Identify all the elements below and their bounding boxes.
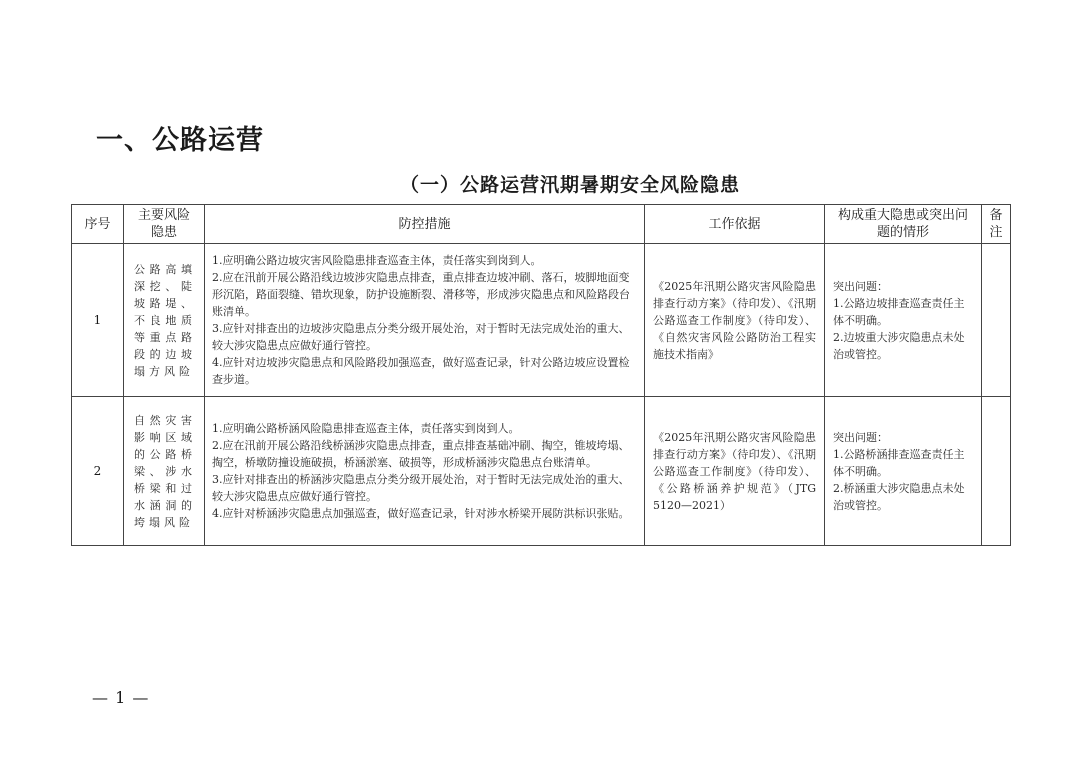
row-measures bbox=[205, 397, 645, 546]
header-remark: 备注 bbox=[982, 205, 1011, 244]
row-major-issues: 突出问题： 1.公路桥涵排查巡查责任主体不明确。 2.桥涵重大涉灾隐患点未处治或管控。 bbox=[825, 397, 982, 546]
header-hazard: 主要风险隐患 bbox=[124, 205, 205, 244]
measure-item: 2.应在汛前开展公路沿线边坡涉灾隐患点排查，重点排查边坡冲刷、落石，坡脚地面变形沉陷，路面裂缝、错坎现象，防护设施断裂、滑移等，形成涉灾隐患点和风险路段台账清单。 bbox=[212, 271, 630, 318]
measure-item: 4.应针对边坡涉灾隐患点和风险路段加强巡查，做好巡查记录，针对公路边坡应设置检查步道。 bbox=[212, 356, 630, 386]
table-title: （一）公路运营汛期暑期安全风险隐患 bbox=[399, 174, 740, 196]
section-heading: 一、公路运营 bbox=[96, 125, 264, 156]
measure-item: 4.应针对桥涵涉灾隐患点加强巡查，做好巡查记录，针对涉水桥梁开展防洪标识张贴。 bbox=[212, 507, 630, 520]
row-hazard: 公路高填深挖、陡坡路堤、不良地质等重点路段的边坡塌方风险 bbox=[124, 244, 205, 397]
header-major: 构成重大隐患或突出问题的情形 bbox=[825, 205, 982, 244]
row-seq: 1 bbox=[72, 244, 124, 397]
row-basis: 《2025年汛期公路灾害风险隐患排查行动方案》（待印发）、《汛期公路巡查工作制度》（待印发）、《公路桥涵养护规范》（JTG 5120—2021） bbox=[645, 397, 825, 546]
row-hazard: 自然灾害影响区域的公路桥梁、涉水桥梁和过水涵洞的垮塌风险 bbox=[124, 397, 205, 546]
table-row bbox=[72, 397, 1011, 546]
page-number: — 1 — bbox=[92, 688, 150, 707]
risk-table bbox=[71, 204, 1011, 546]
row-remark bbox=[982, 397, 1011, 546]
table-header-row bbox=[72, 205, 1011, 244]
header-measures: 防控措施 bbox=[205, 205, 645, 244]
row-remark bbox=[982, 244, 1011, 397]
row-measures bbox=[205, 244, 645, 397]
header-basis: 工作依据 bbox=[645, 205, 825, 244]
row-seq: 2 bbox=[72, 397, 124, 546]
measure-item: 1.应明确公路边坡灾害风险隐患排查巡查主体，责任落实到岗到人。 bbox=[212, 254, 542, 267]
measure-item: 2.应在汛前开展公路沿线桥涵涉灾隐患点排查，重点排查基础冲刷、掏空，锥坡垮塌、掏空，桥墩防撞设施破损，桥涵淤塞、破损等，形成桥涵涉灾隐患点台账清单。 bbox=[212, 439, 630, 469]
table-row bbox=[72, 244, 1011, 397]
measure-item: 1.应明确公路桥涵风险隐患排查巡查主体，责任落实到岗到人。 bbox=[212, 422, 520, 435]
row-basis: 《2025年汛期公路灾害风险隐患排查行动方案》（待印发）、《汛期公路巡查工作制度》（待印发）、《自然灾害风险公路防治工程实施技术指南》 bbox=[645, 244, 825, 397]
measure-item: 3.应针对排查出的边坡涉灾隐患点分类分级开展处治，对于暂时无法完成处治的重大、较大涉灾隐患点应做好通行管控。 bbox=[212, 322, 630, 352]
measure-item: 3.应针对排查出的桥涵涉灾隐患点分类分级开展处治，对于暂时无法完成处治的重大、较大涉灾隐患点应做好通行管控。 bbox=[212, 473, 630, 503]
row-major-issues: 突出问题： 1.公路边坡排查巡查责任主体不明确。 2.边坡重大涉灾隐患点未处治或管控。 bbox=[825, 244, 982, 397]
header-seq: 序号 bbox=[72, 205, 124, 244]
